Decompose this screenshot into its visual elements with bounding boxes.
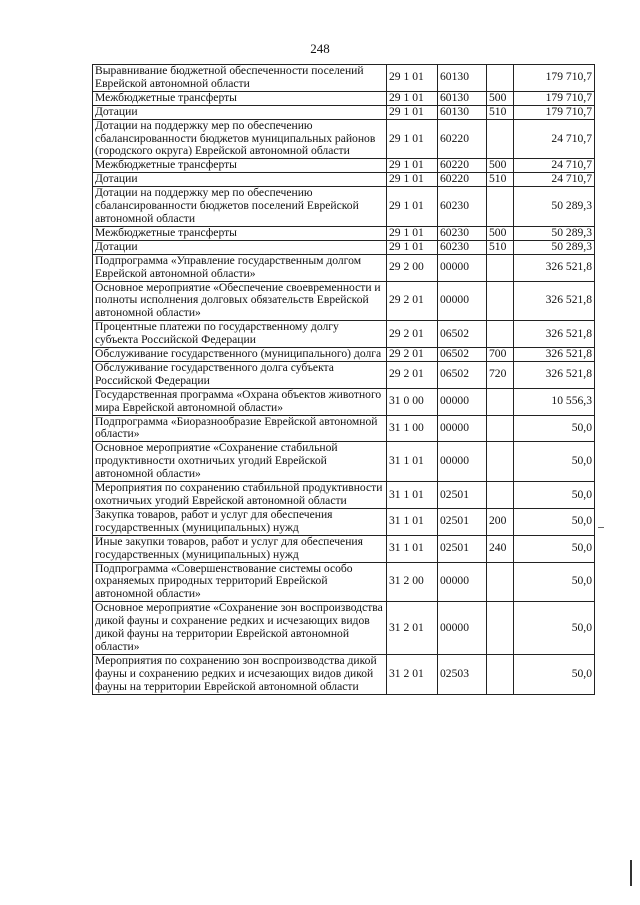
- table-row: [93, 173, 595, 187]
- row-name-cell: Закупка товаров, работ и услуг для обеспечения государственных (муниципальных) нужд: [93, 508, 387, 535]
- table-row: [93, 240, 595, 254]
- page-number: 248: [310, 41, 330, 56]
- row-item-code-cell: 00000: [438, 602, 487, 655]
- row-item-code-cell: 00000: [438, 415, 487, 442]
- row-section-code-cell: 31 1 01: [387, 482, 438, 509]
- row-expense-type-cell: 500: [487, 91, 514, 105]
- row-item-code-cell: 60230: [438, 226, 487, 240]
- row-section-code-cell: 31 2 00: [387, 562, 438, 602]
- row-sum-cell: 24 710,7: [514, 159, 595, 173]
- row-section-code-cell: 31 1 01: [387, 508, 438, 535]
- row-item-code-cell: 00000: [438, 442, 487, 482]
- row-section-code-cell: 29 1 01: [387, 105, 438, 119]
- row-item-code-cell: 02503: [438, 654, 487, 694]
- edge-tick-mark: [598, 527, 604, 528]
- row-expense-type-cell: [487, 65, 514, 92]
- row-item-code-cell: 60220: [438, 159, 487, 173]
- row-item-code-cell: 00000: [438, 254, 487, 281]
- table-row: [93, 187, 595, 227]
- row-item-code-cell: 02501: [438, 535, 487, 562]
- row-name-cell: Дотации на поддержку мер по обеспечению сбалансированности бюджетов поселений Еврейской автономной области: [93, 187, 387, 227]
- row-name-cell: Дотации: [93, 173, 387, 187]
- row-sum-cell: 179 710,7: [514, 105, 595, 119]
- table-row: [93, 361, 595, 388]
- row-expense-type-cell: [487, 602, 514, 655]
- row-name-cell: Межбюджетные трансферты: [93, 226, 387, 240]
- row-expense-type-cell: [487, 187, 514, 227]
- table-row: [93, 442, 595, 482]
- budget-table-body: [93, 65, 595, 695]
- row-name-cell: Иные закупки товаров, работ и услуг для обеспечения государственных (муниципальных) нужд: [93, 535, 387, 562]
- table-row: [93, 159, 595, 173]
- row-sum-cell: 50,0: [514, 602, 595, 655]
- row-sum-cell: 326 521,8: [514, 254, 595, 281]
- row-section-code-cell: 31 1 00: [387, 415, 438, 442]
- row-sum-cell: 24 710,7: [514, 173, 595, 187]
- row-sum-cell: 10 556,3: [514, 388, 595, 415]
- row-name-cell: Подпрограмма «Совершенствование системы особо охраняемых природных территорий Еврейской автономной области»: [93, 562, 387, 602]
- table-row: [93, 321, 595, 348]
- edge-scan-mark: [630, 860, 632, 886]
- row-item-code-cell: 60220: [438, 173, 487, 187]
- row-expense-type-cell: [487, 442, 514, 482]
- row-expense-type-cell: [487, 388, 514, 415]
- row-sum-cell: 179 710,7: [514, 65, 595, 92]
- row-item-code-cell: 00000: [438, 562, 487, 602]
- row-section-code-cell: 29 1 01: [387, 187, 438, 227]
- row-sum-cell: 50 289,3: [514, 226, 595, 240]
- row-name-cell: Дотации на поддержку мер по обеспечению сбалансированности бюджетов муниципальных районов (городского округа) Еврейской автономной области: [93, 119, 387, 159]
- table-row: [93, 91, 595, 105]
- row-expense-type-cell: [487, 415, 514, 442]
- table-row: [93, 388, 595, 415]
- table-row: [93, 105, 595, 119]
- row-item-code-cell: 06502: [438, 348, 487, 362]
- table-row: [93, 508, 595, 535]
- row-name-cell: Процентные платежи по государственному долгу субъекта Российской Федерации: [93, 321, 387, 348]
- row-sum-cell: 50,0: [514, 654, 595, 694]
- row-expense-type-cell: [487, 254, 514, 281]
- row-name-cell: Основное мероприятие «Обеспечение своевременности и полноты исполнения долговых обязательств Еврейской автономной области»: [93, 281, 387, 321]
- row-sum-cell: 50,0: [514, 562, 595, 602]
- row-item-code-cell: 60230: [438, 187, 487, 227]
- row-section-code-cell: 29 1 01: [387, 226, 438, 240]
- row-sum-cell: 50,0: [514, 442, 595, 482]
- row-name-cell: Государственная программа «Охрана объектов животного мира Еврейской автономной области»: [93, 388, 387, 415]
- row-section-code-cell: 29 2 01: [387, 361, 438, 388]
- row-section-code-cell: 31 1 01: [387, 535, 438, 562]
- row-section-code-cell: 29 1 01: [387, 119, 438, 159]
- row-item-code-cell: 60130: [438, 105, 487, 119]
- row-expense-type-cell: 700: [487, 348, 514, 362]
- row-expense-type-cell: 720: [487, 361, 514, 388]
- row-name-cell: Дотации: [93, 240, 387, 254]
- table-row: [93, 65, 595, 92]
- row-name-cell: Подпрограмма «Управление государственным долгом Еврейской автономной области»: [93, 254, 387, 281]
- row-item-code-cell: 06502: [438, 321, 487, 348]
- row-item-code-cell: 06502: [438, 361, 487, 388]
- row-name-cell: Межбюджетные трансферты: [93, 159, 387, 173]
- table-row: [93, 602, 595, 655]
- budget-table: [92, 64, 595, 695]
- row-sum-cell: 50,0: [514, 482, 595, 509]
- row-name-cell: Мероприятия по сохранению стабильной продуктивности охотничьих угодий Еврейской автономной области: [93, 482, 387, 509]
- table-row: [93, 348, 595, 362]
- row-expense-type-cell: 240: [487, 535, 514, 562]
- row-sum-cell: 326 521,8: [514, 361, 595, 388]
- table-row: [93, 226, 595, 240]
- row-item-code-cell: 60220: [438, 119, 487, 159]
- row-section-code-cell: 31 1 01: [387, 442, 438, 482]
- row-sum-cell: 50 289,3: [514, 240, 595, 254]
- row-section-code-cell: 29 1 01: [387, 65, 438, 92]
- table-row: [93, 562, 595, 602]
- row-item-code-cell: 60130: [438, 91, 487, 105]
- row-name-cell: Основное мероприятие «Сохранение зон воспроизводства дикой фауны и сохранение редких и исчезающих видов дикой фауны на территории Еврейской автономной области»: [93, 602, 387, 655]
- row-expense-type-cell: 510: [487, 240, 514, 254]
- row-name-cell: Обслуживание государственного (муниципального) долга: [93, 348, 387, 362]
- row-name-cell: Подпрограмма «Биоразнообразие Еврейской автономной области»: [93, 415, 387, 442]
- row-name-cell: Межбюджетные трансферты: [93, 91, 387, 105]
- table-row: [93, 281, 595, 321]
- row-section-code-cell: 29 2 01: [387, 348, 438, 362]
- row-item-code-cell: 60130: [438, 65, 487, 92]
- row-item-code-cell: 00000: [438, 388, 487, 415]
- row-expense-type-cell: [487, 562, 514, 602]
- row-sum-cell: 50,0: [514, 508, 595, 535]
- row-section-code-cell: 29 1 01: [387, 173, 438, 187]
- row-name-cell: Дотации: [93, 105, 387, 119]
- row-item-code-cell: 02501: [438, 508, 487, 535]
- table-row: [93, 654, 595, 694]
- row-sum-cell: 50 289,3: [514, 187, 595, 227]
- row-name-cell: Основное мероприятие «Сохранение стабильной продуктивности охотничьих угодий Еврейской автономной области»: [93, 442, 387, 482]
- table-row: [93, 254, 595, 281]
- row-section-code-cell: 29 2 01: [387, 281, 438, 321]
- row-section-code-cell: 31 2 01: [387, 654, 438, 694]
- row-sum-cell: 50,0: [514, 535, 595, 562]
- row-sum-cell: 326 521,8: [514, 321, 595, 348]
- row-expense-type-cell: 510: [487, 173, 514, 187]
- row-sum-cell: 326 521,8: [514, 281, 595, 321]
- row-expense-type-cell: 500: [487, 159, 514, 173]
- row-expense-type-cell: [487, 281, 514, 321]
- row-sum-cell: 179 710,7: [514, 91, 595, 105]
- row-expense-type-cell: [487, 482, 514, 509]
- row-item-code-cell: 60230: [438, 240, 487, 254]
- row-name-cell: Обслуживание государственного долга субъекта Российской Федерации: [93, 361, 387, 388]
- row-expense-type-cell: [487, 321, 514, 348]
- row-section-code-cell: 29 2 01: [387, 321, 438, 348]
- row-sum-cell: 50,0: [514, 415, 595, 442]
- row-section-code-cell: 29 2 00: [387, 254, 438, 281]
- table-row: [93, 119, 595, 159]
- row-section-code-cell: 31 2 01: [387, 602, 438, 655]
- row-expense-type-cell: [487, 654, 514, 694]
- row-sum-cell: 24 710,7: [514, 119, 595, 159]
- row-expense-type-cell: 200: [487, 508, 514, 535]
- row-section-code-cell: 29 1 01: [387, 91, 438, 105]
- table-row: [93, 482, 595, 509]
- row-name-cell: Выравнивание бюджетной обеспеченности поселений Еврейской автономной области: [93, 65, 387, 92]
- table-row: [93, 415, 595, 442]
- row-sum-cell: 326 521,8: [514, 348, 595, 362]
- row-item-code-cell: 02501: [438, 482, 487, 509]
- row-item-code-cell: 00000: [438, 281, 487, 321]
- table-row: [93, 535, 595, 562]
- row-expense-type-cell: 510: [487, 105, 514, 119]
- row-expense-type-cell: 500: [487, 226, 514, 240]
- row-section-code-cell: 31 0 00: [387, 388, 438, 415]
- row-name-cell: Мероприятия по сохранению зон воспроизводства дикой фауны и сохранению редких и исчезающих видов дикой фауны на территории Еврейской автономной области: [93, 654, 387, 694]
- row-section-code-cell: 29 1 01: [387, 240, 438, 254]
- row-section-code-cell: 29 1 01: [387, 159, 438, 173]
- row-expense-type-cell: [487, 119, 514, 159]
